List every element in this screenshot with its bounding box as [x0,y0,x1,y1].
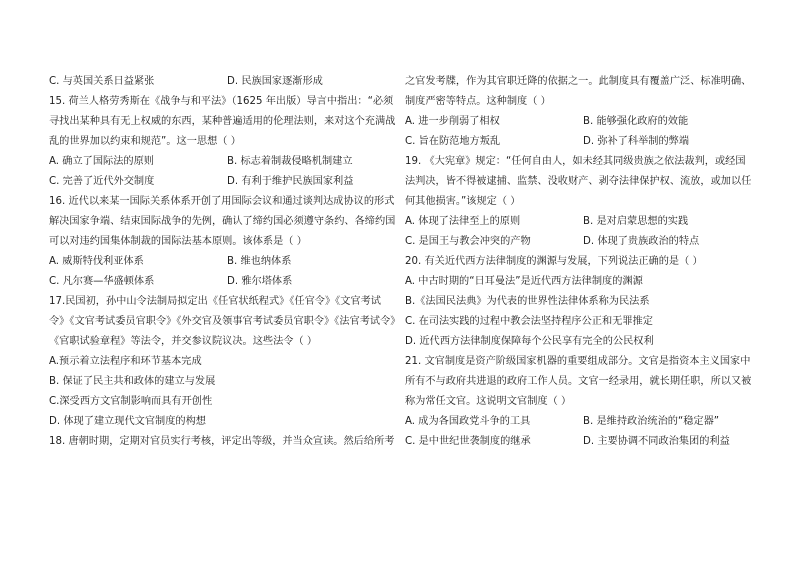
q21-stem-line-1: 21. 文官制度是资产阶级国家机器的重要组成部分。文官是指资本主义国家中 [405,356,751,367]
q18-option-b: B. 能够强化政府的效能 [583,116,689,127]
q19-stem-line-2: 法判决，皆不得被逮捕、监禁、没收财产、剥夺法律保护权、流放，或加以任 [405,176,752,187]
q18-stem-line-2: 之官发考牒，作为其官职迁降的依据之一。此制度具有覆盖广泛、标准明确、 [405,76,752,87]
q21-option-d: D. 主要协调不同政治集团的利益 [583,436,730,447]
q17-stem-line-1: 17.民国初，孙中山令法制局拟定出《任官状纸程式》《任官令》《文官考试 [49,296,381,307]
q20-option-b: B.《法国民法典》为代表的世界性法律体系称为民法系 [405,296,650,307]
q16-stem-line-3: 可以对违约国集体制裁的国际法基本原则。该体系是（ ） [49,236,307,247]
q18-option-a: A. 进一步削弱了相权 [405,116,500,127]
q16-option-c: C. 凡尔赛—华盛顿体系 [49,276,155,287]
q17-stem-line-2: 令》《文官考试委员官职令》《外交官及领事官考试委员官职令》《法官考试令》 [49,316,401,327]
q17-option-c: C.深受西方文官制影响而具有开创性 [49,396,213,407]
q18-stem-line-3: 制度严密等特点。这种制度（ ） [405,96,551,107]
q19-option-c: C. 是国王与教会冲突的产物 [405,236,531,247]
q20-option-c: C. 在司法实践的过程中教会法坚持程序公正和无罪推定 [405,316,653,327]
q21-option-c: C. 是中世纪世袭制度的继承 [405,436,531,447]
q20-stem: 20. 有关近代西方法律制度的渊源与发展，下列说法正确的是（ ） [405,256,703,267]
q19-stem-line-3: 何其他损害。”该规定（ ） [405,196,521,207]
q18-option-c: C. 旨在防范地方叛乱 [405,136,501,147]
q16-stem-line-2: 解决国家争端、结束国际战争的先例，确认了缔约国必须遵守条约、各缔约国 [49,216,396,227]
q15-stem-line-1: 15. 荷兰人格劳秀斯在《战争与和平法》（1625 年出版）导言中指出：“必须 [49,96,394,107]
q19-option-a: A. 体现了法律至上的原则 [405,216,521,227]
q21-stem-line-3: 称为常任文官。这说明文官制度（ ） [405,396,572,407]
q21-option-a: A. 成为各国政党斗争的工具 [405,416,531,427]
q16-stem-line-1: 16. 近代以来某一国际关系体系开创了用国际会议和通过谈判达成协议的形式 [49,196,395,207]
q15-stem-line-3: 乱的世界加以约束和规范”。这一思想（ ） [49,136,241,147]
q15-option-c: C. 完善了近代外交制度 [49,176,155,187]
q17-option-a: A.预示着立法程序和环节基本完成 [49,356,202,367]
q19-option-b: B. 是对启蒙思想的实践 [583,216,689,227]
q19-stem-line-1: 19. 《大宪章》规定：“任何自由人，如未经其同级贵族之依法裁判，或经国 [405,156,746,167]
q17-option-b: B. 保证了民主共和政体的建立与发展 [49,376,216,387]
q17-stem-line-3: 《官职试验章程》等法令，并交参议院议决。这些法令（ ） [49,336,318,347]
q21-stem-line-2: 所有不与政府共进退的政府工作人员。文官一经录用，就长期任职，所以又被 [405,376,752,387]
q15-option-b: B. 标志着制裁侵略机制建立 [227,156,353,167]
q16-option-b: B. 维也纳体系 [227,256,292,267]
q14-option-c: C. 与英国关系日益紧张 [49,76,155,87]
q14-option-d: D. 民族国家逐渐形成 [227,76,323,87]
q16-option-a: A. 威斯特伐利亚体系 [49,256,144,267]
q15-option-a: A. 确立了国际法的原则 [49,156,154,167]
q15-stem-line-2: 寻找出某种具有无上权威的东西，某种普遍适用的伦理法则，来对这个充满战 [49,116,396,127]
q20-option-d: D. 近代西方法律制度保障每个公民享有完全的公民权利 [405,336,654,347]
q16-option-d: D. 雅尔塔体系 [227,276,293,287]
q19-option-d: D. 体现了贵族政治的特点 [583,236,700,247]
q18-stem-line-1: 18. 唐朝时期，定期对官员实行考核，评定出等级，并当众宣读。然后给所考 [49,436,395,447]
q17-option-d: D. 体现了建立现代文官制度的构想 [49,416,206,427]
q20-option-a: A. 中古时期的“日耳曼法”是近代西方法律制度的渊源 [405,276,643,287]
q18-option-d: D. 弥补了科举制的弊端 [583,136,690,147]
q21-option-b: B. 是维持政治统治的“稳定器” [583,416,720,427]
q15-option-d: D. 有利于维护民族国家利益 [227,176,354,187]
